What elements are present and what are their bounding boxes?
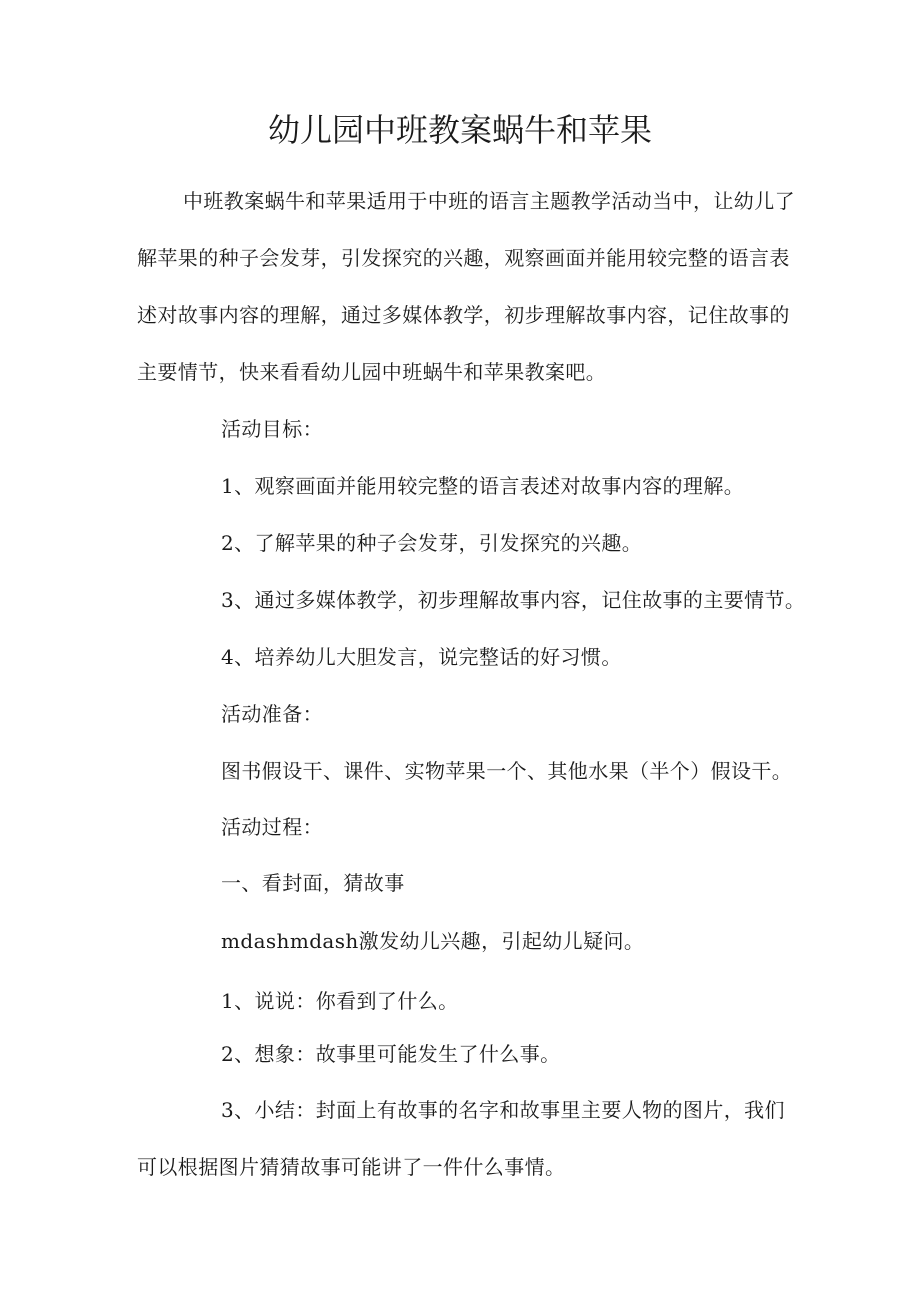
- step1-summary-line-2: 可以根据图片猜猜故事可能讲了一件什么事情。: [137, 1155, 566, 1179]
- intro-line-3: 述对故事内容的理解，通过多媒体教学，初步理解故事内容，记住故事的: [137, 303, 790, 327]
- goal-item-4: 4、培养幼儿大胆发言，说完整话的好习惯。: [221, 645, 622, 669]
- process-heading: 活动过程：: [221, 815, 323, 839]
- step1-item-1: 1、说说：你看到了什么。: [221, 989, 459, 1013]
- step1-purpose: mdashmdash激发幼儿兴趣，引起幼儿疑问。: [221, 929, 645, 953]
- goals-heading: 活动目标：: [221, 417, 323, 441]
- document-title: 幼儿园中班教案蜗牛和苹果: [267, 111, 652, 149]
- goal-item-1: 1、观察画面并能用较完整的语言表述对故事内容的理解。: [221, 474, 745, 498]
- step1-heading: 一、看封面，猜故事: [221, 871, 405, 895]
- intro-line-4: 主要情节，快来看看幼儿园中班蜗牛和苹果教案吧。: [137, 360, 607, 384]
- intro-line-2: 解苹果的种子会发芽，引发探究的兴趣，观察画面并能用较完整的语言表: [137, 246, 790, 270]
- goal-item-3: 3、通过多媒体教学，初步理解故事内容，记住故事的主要情节。: [221, 588, 806, 612]
- intro-line-1: 中班教案蜗牛和苹果适用于中班的语言主题教学活动当中，让幼儿了: [183, 189, 795, 213]
- step1-item-2: 2、想象：故事里可能发生了什么事。: [221, 1042, 561, 1066]
- goal-item-2: 2、了解苹果的种子会发芽，引发探究的兴趣。: [221, 531, 643, 555]
- prep-text: 图书假设干、课件、实物苹果一个、其他水果（半个）假设干。: [221, 759, 793, 783]
- step1-summary-line-1: 3、小结：封面上有故事的名字和故事里主要人物的图片，我们: [221, 1098, 785, 1122]
- prep-heading: 活动准备：: [221, 702, 323, 726]
